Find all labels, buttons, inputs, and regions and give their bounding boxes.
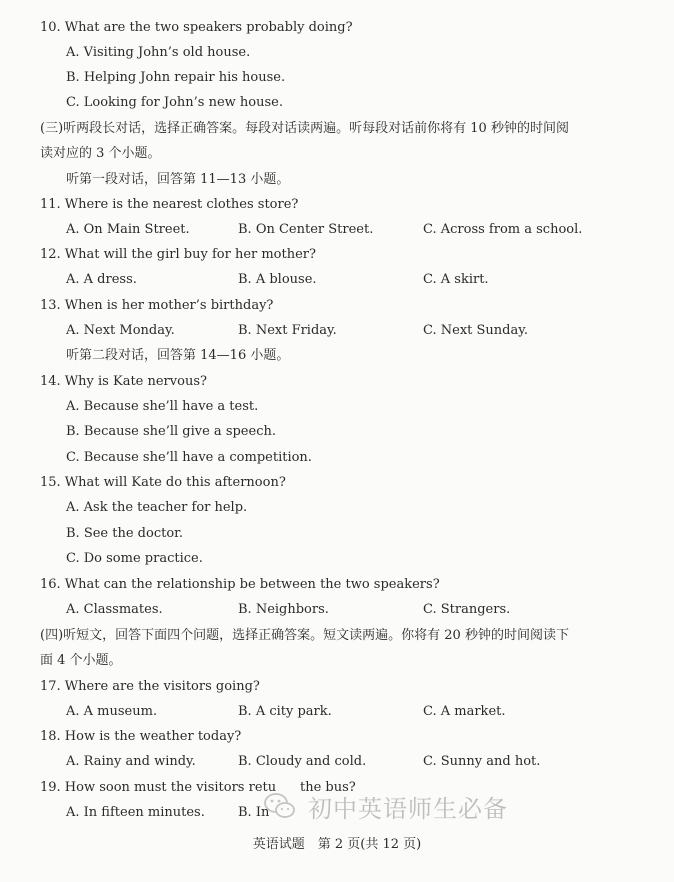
- question-13-option-b: B. Next Friday.: [238, 323, 337, 338]
- question-18-option-c: C. Sunny and hot.: [423, 754, 541, 769]
- question-12-option-a: A. A dress.: [66, 272, 137, 287]
- question-13-stem: 13. When is her mother’s birthday?: [40, 298, 274, 313]
- question-12-stem: 12. What will the girl buy for her mother?: [40, 247, 316, 262]
- question-14-stem: 14. Why is Kate nervous?: [40, 374, 207, 389]
- question-18-option-b: B. Cloudy and cold.: [238, 754, 367, 769]
- question-11-option-c: C. Across from a school.: [423, 222, 583, 237]
- question-11-option-a: A. On Main Street.: [66, 222, 190, 237]
- question-18-option-a: A. Rainy and windy.: [66, 754, 196, 769]
- question-19-stem: 19. How soon must the visitors retu: [40, 780, 277, 795]
- question-17-stem: 17. Where are the visitors going?: [40, 679, 260, 694]
- question-18-stem: 18. How is the weather today?: [40, 729, 242, 744]
- question-17-option-a: A. A museum.: [66, 704, 158, 719]
- question-12-option-c: C. A skirt.: [423, 272, 489, 287]
- question-17-option-b: B. A city park.: [238, 704, 332, 719]
- section-4-instructions-line1: (四)听短文，回答下面四个问题，选择正确答案。短文读两遍。你将有 20 秒钟的时间阅读下: [40, 628, 569, 643]
- question-14-option-c: C. Because she’ll have a competition.: [66, 450, 312, 465]
- question-15-option-c: C. Do some practice.: [66, 551, 203, 566]
- question-14-option-a: A. Because she’ll have a test.: [66, 399, 259, 414]
- question-16-stem: 16. What can the relationship be between the two speakers?: [40, 577, 440, 592]
- question-10-option-b: B. Helping John repair his house.: [66, 70, 286, 85]
- question-15-option-b: B. See the doctor.: [66, 526, 184, 541]
- question-11-option-b: B. On Center Street.: [238, 222, 374, 237]
- question-19-option-b: B. In: [238, 805, 270, 820]
- question-16-option-c: C. Strangers.: [423, 602, 511, 617]
- question-16-option-a: A. Classmates.: [66, 602, 163, 617]
- question-10-option-a: A. Visiting John’s old house.: [66, 45, 251, 60]
- section-3-instructions-line2: 读对应的 3 个小题。: [40, 146, 161, 161]
- question-15-option-a: A. Ask the teacher for help.: [66, 500, 248, 515]
- question-11-stem: 11. Where is the nearest clothes store?: [40, 197, 299, 212]
- question-10-option-c: C. Looking for John’s new house.: [66, 95, 283, 110]
- question-13-option-c: C. Next Sunday.: [423, 323, 528, 338]
- watermark-text: 初中英语师生必备: [308, 794, 508, 823]
- question-19-option-a: A. In fifteen minutes.: [66, 805, 205, 820]
- question-14-option-b: B. Because she’ll give a speech.: [66, 424, 276, 439]
- question-13-option-a: A. Next Monday.: [66, 323, 175, 338]
- question-15-stem: 15. What will Kate do this afternoon?: [40, 475, 286, 490]
- question-12-option-b: B. A blouse.: [238, 272, 317, 287]
- question-10-stem: 10. What are the two speakers probably doing?: [40, 20, 353, 35]
- wechat-icon: [262, 788, 298, 824]
- watermark: [262, 788, 508, 824]
- section-4-instructions-line2: 面 4 个小题。: [40, 653, 122, 668]
- question-16-option-b: B. Neighbors.: [238, 602, 329, 617]
- dialog-1-heading: 听第一段对话，回答第 11—13 小题。: [66, 172, 290, 187]
- question-17-option-c: C. A market.: [423, 704, 506, 719]
- page-footer: 英语试题 第 2 页(共 12 页): [252, 837, 422, 852]
- section-3-instructions-line1: (三)听两段长对话，选择正确答案。每段对话读两遍。听每段对话前你将有 10 秒钟的时间阅: [40, 121, 569, 136]
- question-19-stem-tail: the bus?: [300, 780, 356, 795]
- dialog-2-heading: 听第二段对话，回答第 14—16 小题。: [66, 348, 290, 363]
